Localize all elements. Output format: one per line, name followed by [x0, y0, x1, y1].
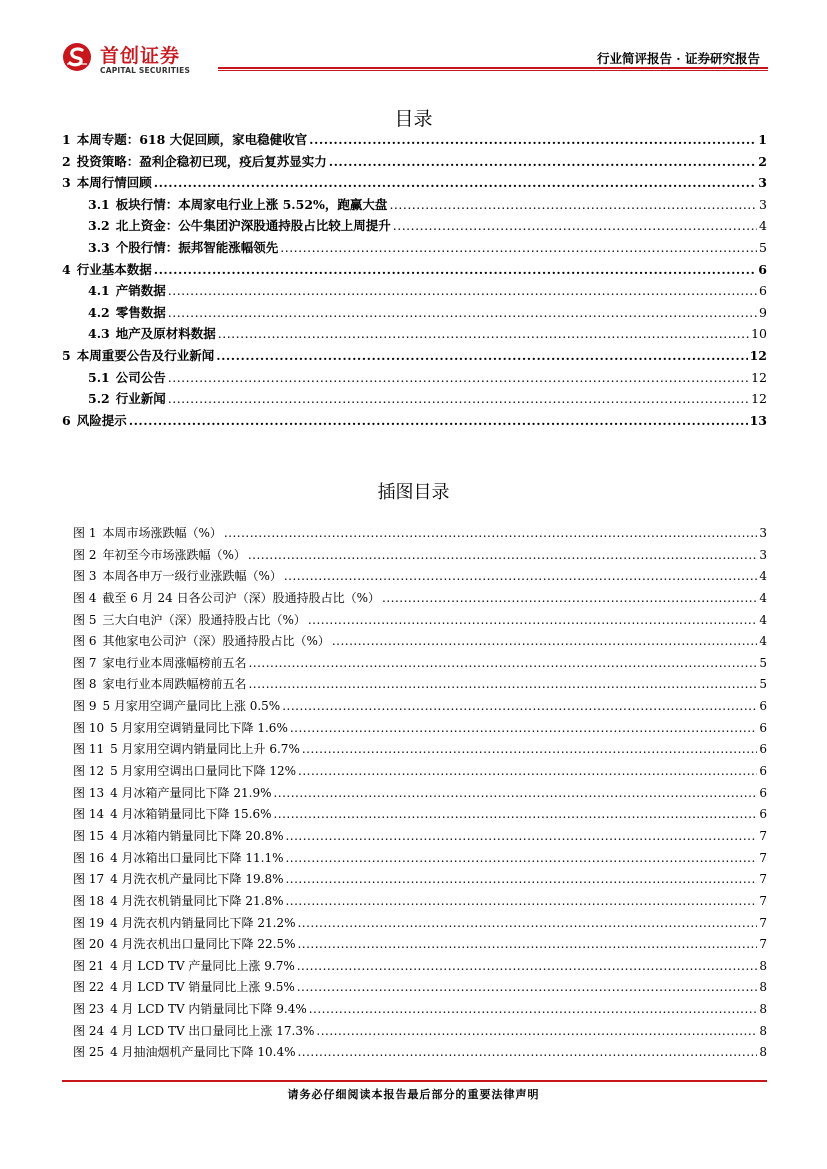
figure-entry[interactable]: [73, 848, 767, 870]
figure-entry-page: 4: [759, 569, 767, 584]
toc-leader-dots: [168, 388, 749, 410]
figure-entry-title: 4 月冰箱销量同比下降 15.6%: [110, 807, 272, 822]
figure-entry[interactable]: [73, 1042, 767, 1064]
toc-entry[interactable]: [62, 172, 767, 194]
figure-leader-dots: [224, 523, 758, 545]
toc-entry-number: 4.2: [88, 304, 110, 320]
toc-entry-number: 3.3: [88, 239, 110, 255]
figure-entry-label: 图 5: [73, 612, 97, 627]
page-header: [0, 0, 827, 80]
figure-entry[interactable]: [73, 869, 767, 891]
toc-entry-title: 板块行情：本周家电行业上涨 5.52%，跑赢大盘: [115, 196, 388, 212]
toc-leader-dots: [168, 302, 757, 324]
toc-entry[interactable]: [62, 302, 767, 324]
toc-entry-title: 零售数据: [115, 304, 166, 320]
figure-entry-page: 7: [759, 915, 767, 930]
figure-entry-label: 图 23: [73, 1002, 105, 1017]
toc-entry-number: 1: [62, 132, 71, 147]
figure-entry-page: 3: [759, 547, 767, 562]
figure-entry-title: 本周市场涨跌幅（%）: [102, 526, 222, 540]
figure-entry-title: 4 月冰箱产量同比下降 21.9%: [110, 785, 272, 800]
toc-leader-dots: [154, 259, 757, 281]
figure-entry[interactable]: [73, 977, 767, 999]
toc-leader-dots: [389, 194, 757, 216]
toc-entry[interactable]: [62, 129, 767, 151]
figure-entry[interactable]: [73, 934, 767, 956]
toc-entry-page: 12: [749, 347, 767, 363]
toc-leader-dots: [393, 215, 757, 237]
figure-entry-title: 家电行业本周跌幅榜前五名: [102, 677, 247, 692]
toc-entry[interactable]: [62, 151, 767, 173]
figure-entry-title: 三大白电沪（深）股通持股占比（%）: [102, 612, 306, 627]
toc-leader-dots: [168, 367, 749, 389]
figure-leader-dots: [297, 977, 758, 999]
figure-entry-label: 图 3: [73, 569, 97, 584]
figure-entry-label: 图 19: [73, 915, 105, 930]
toc-leader-dots: [309, 129, 756, 151]
figure-entry-page: 4: [759, 634, 767, 649]
figure-leader-dots: [285, 826, 757, 848]
toc-entry[interactable]: [62, 215, 767, 237]
figure-list: [73, 523, 767, 1064]
figure-leader-dots: [273, 783, 757, 805]
toc-entry-page: 9: [759, 304, 767, 320]
figure-entry-page: 8: [759, 980, 767, 995]
toc-entry-title: 投资策略：盈利企稳初已现，疫后复苏显实力: [76, 153, 327, 169]
figure-entry-page: 6: [759, 785, 767, 800]
figure-entry-title: 5 月家用空调产量同比上涨 0.5%: [102, 699, 281, 714]
figure-entry-title: 4 月抽油烟机产量同比下降 10.4%: [110, 1045, 296, 1060]
toc-entry-page: 3: [759, 196, 767, 212]
figure-entry-title: 4 月 LCD TV 出口量同比上涨 17.3%: [110, 1023, 315, 1038]
toc-entry[interactable]: [62, 345, 767, 367]
figure-entry-label: 图 16: [73, 850, 105, 865]
figure-leader-dots: [298, 761, 757, 783]
toc-leader-dots: [218, 323, 749, 345]
figure-entry[interactable]: [73, 804, 767, 826]
toc-entry-title: 产销数据: [115, 283, 166, 299]
figure-entry-title: 5 月家用空调出口量同比下降 12%: [110, 764, 297, 779]
figure-entry-page: 6: [759, 807, 767, 822]
toc-entry-title: 行业基本数据: [76, 261, 152, 277]
figure-entry[interactable]: [73, 783, 767, 805]
toc-title: 目录: [394, 108, 433, 130]
figure-entry-title: 4 月洗衣机产量同比下降 19.8%: [110, 872, 284, 887]
figure-leader-dots: [248, 653, 757, 675]
toc-entry-number: 2: [62, 153, 71, 169]
figure-entry-title: 4 月冰箱出口量同比下降 11.1%: [110, 850, 284, 865]
toc-leader-dots: [168, 280, 757, 302]
figure-entry-title: 4 月冰箱内销量同比下降 20.8%: [110, 828, 284, 843]
toc-entry[interactable]: [62, 323, 767, 345]
figure-entry-page: 5: [759, 677, 767, 692]
figure-entry-page: 7: [759, 828, 767, 843]
figure-entry-page: 8: [759, 1002, 767, 1017]
figure-entry-label: 图 12: [73, 764, 105, 779]
figure-entry-title: 本周各申万一级行业涨跌幅（%）: [102, 569, 282, 584]
figure-leader-dots: [297, 913, 757, 935]
toc-entry[interactable]: [62, 194, 767, 216]
figure-entry[interactable]: [73, 718, 767, 740]
figure-entry-label: 图 24: [73, 1023, 105, 1038]
figure-entry-title: 4 月洗衣机内销量同比下降 21.2%: [110, 915, 296, 930]
figure-leader-dots: [302, 739, 758, 761]
figure-entry[interactable]: [73, 523, 767, 545]
figure-entry-label: 图 8: [73, 677, 97, 692]
figure-leader-dots: [297, 956, 758, 978]
report-type-label: 行业简评报告 · 证券研究报告: [596, 51, 760, 66]
toc-entry-number: 5.1: [88, 369, 110, 385]
toc-entry-page: 13: [749, 412, 767, 428]
figure-entry-title: 4 月洗衣机销量同比下降 21.8%: [110, 893, 284, 908]
figure-entry-page: 4: [759, 590, 767, 605]
toc-entry[interactable]: [62, 410, 767, 432]
toc-entry-page: 1: [758, 132, 767, 147]
figure-entry[interactable]: [73, 1021, 767, 1043]
figure-entry-label: 图 18: [73, 893, 105, 908]
figure-entry-label: 图 9: [73, 699, 97, 714]
figure-leader-dots: [332, 631, 758, 653]
figure-entry-title: 4 月 LCD TV 内销量同比下降 9.4%: [110, 1002, 307, 1017]
figure-leader-dots: [248, 545, 758, 567]
toc-entry[interactable]: [62, 237, 767, 259]
figure-leader-dots: [285, 869, 757, 891]
figure-leader-dots: [308, 610, 758, 632]
figure-entry-label: 图 2: [73, 547, 97, 562]
figure-entry-title: 4 月 LCD TV 销量同比上涨 9.5%: [110, 980, 295, 995]
figure-entry-title: 5 月家用空调内销量同比上升 6.7%: [110, 742, 300, 757]
figure-entry-label: 图 14: [73, 807, 105, 822]
toc-entry-number: 5.2: [88, 391, 110, 407]
header-divider: [218, 67, 768, 69]
figure-entry-title: 5 月家用空调销量同比下降 1.6%: [110, 720, 288, 735]
figure-entry-page: 5: [759, 655, 767, 670]
footer-disclaimer: 请务必仔细阅读本报告最后部分的重要法律声明: [287, 1088, 540, 1101]
figure-list-title: 插图目录: [377, 482, 450, 503]
figure-leader-dots: [248, 674, 757, 696]
figure-leader-dots: [382, 588, 757, 610]
figure-entry-page: 7: [759, 937, 767, 952]
toc-entry-page: 12: [751, 391, 767, 407]
figure-leader-dots: [282, 696, 757, 718]
figure-entry[interactable]: [73, 999, 767, 1021]
toc-entry-page: 12: [751, 369, 767, 385]
capital-securities-logo-icon: [62, 42, 92, 72]
figure-entry[interactable]: [73, 696, 767, 718]
toc-entry[interactable]: [62, 388, 767, 410]
toc-entry-title: 本周行情回顾: [76, 175, 152, 191]
figure-entry-title: 年初至今市场涨跌幅（%）: [102, 547, 246, 562]
toc-entry-page: 2: [758, 153, 767, 169]
toc-entry-title: 本周重要公告及行业新闻: [76, 347, 215, 363]
toc-leader-dots: [154, 172, 757, 194]
toc-entry[interactable]: [62, 367, 767, 389]
figure-entry-page: 7: [759, 893, 767, 908]
toc-entry-page: 4: [759, 218, 767, 234]
figure-entry-label: 图 11: [73, 742, 105, 757]
toc-entry-page: 6: [758, 261, 767, 277]
toc-entry-page: 10: [751, 326, 767, 342]
figure-entry[interactable]: [73, 631, 767, 653]
figure-entry-page: 7: [759, 850, 767, 865]
figure-entry-page: 6: [759, 699, 767, 714]
toc-leader-dots: [329, 151, 757, 173]
figure-leader-dots: [285, 848, 757, 870]
figure-entry-page: 7: [759, 872, 767, 887]
figure-entry-label: 图 7: [73, 655, 97, 670]
figure-entry[interactable]: [73, 956, 767, 978]
figure-entry[interactable]: [73, 761, 767, 783]
figure-leader-dots: [273, 804, 757, 826]
figure-leader-dots: [284, 566, 758, 588]
figure-leader-dots: [290, 718, 758, 740]
figure-entry[interactable]: [73, 566, 767, 588]
figure-entry-label: 图 25: [73, 1045, 105, 1060]
figure-entry-label: 图 4: [73, 590, 97, 605]
toc-entry-page: 6: [759, 283, 767, 299]
toc-entry-page: 3: [758, 175, 767, 191]
figure-entry-page: 3: [759, 526, 767, 540]
figure-entry-label: 图 15: [73, 828, 105, 843]
figure-entry-label: 图 20: [73, 937, 105, 952]
figure-entry-title: 家电行业本周涨幅榜前五名: [102, 655, 247, 670]
toc-entry-title: 风险提示: [76, 412, 127, 428]
figure-leader-dots: [297, 934, 757, 956]
figure-entry-label: 图 1: [73, 526, 97, 540]
toc-entry-page: 5: [759, 239, 767, 255]
figure-entry[interactable]: [73, 826, 767, 848]
figure-entry[interactable]: [73, 588, 767, 610]
figure-entry-label: 图 13: [73, 785, 105, 800]
figure-entry[interactable]: [73, 891, 767, 913]
toc-entry-title: 行业新闻: [115, 391, 166, 407]
toc-entry-title: 个股行情：振邦智能涨幅领先: [115, 239, 279, 255]
figure-entry-page: 6: [759, 720, 767, 735]
figure-entry-title: 4 月 LCD TV 产量同比上涨 9.7%: [110, 958, 295, 973]
toc-entry[interactable]: [62, 280, 767, 302]
table-of-contents: [62, 129, 767, 431]
toc-entry-number: 3.1: [88, 196, 110, 212]
figure-entry-title: 其他家电公司沪（深）股通持股占比（%）: [102, 634, 330, 649]
figure-entry[interactable]: [73, 653, 767, 675]
toc-entry-title: 公司公告: [115, 369, 166, 385]
toc-entry-title: 地产及原材料数据: [115, 326, 216, 342]
figure-entry[interactable]: [73, 610, 767, 632]
toc-entry-number: 5: [62, 347, 71, 363]
figure-entry-label: 图 21: [73, 958, 105, 973]
toc-entry-number: 4.1: [88, 283, 110, 299]
figure-entry[interactable]: [73, 913, 767, 935]
logo-text-cn: 首创证券: [100, 45, 181, 67]
logo-text-en: CAPITAL SECURITIES: [100, 66, 191, 75]
figure-entry-label: 图 10: [73, 720, 105, 735]
toc-entry-number: 4: [62, 261, 71, 277]
figure-entry-page: 8: [759, 1045, 767, 1060]
toc-entry-title: 北上资金：公牛集团沪深股通持股占比较上周提升: [115, 218, 391, 234]
figure-entry-title: 截至 6 月 24 日各公司沪（深）股通持股占比（%）: [102, 590, 381, 605]
figure-entry-label: 图 22: [73, 980, 105, 995]
figure-entry[interactable]: [73, 739, 767, 761]
toc-leader-dots: [129, 410, 748, 432]
figure-entry[interactable]: [73, 674, 767, 696]
figure-leader-dots: [297, 1042, 757, 1064]
figure-entry-page: 6: [759, 764, 767, 779]
toc-entry-number: 6: [62, 412, 71, 428]
figure-entry[interactable]: [73, 545, 767, 567]
toc-entry-title: 本周专题：618 大促回顾，家电稳健收官: [76, 132, 308, 147]
toc-entry[interactable]: [62, 259, 767, 281]
figure-entry-page: 4: [759, 612, 767, 627]
figure-entry-title: 4 月洗衣机出口量同比下降 22.5%: [110, 937, 296, 952]
toc-leader-dots: [216, 345, 747, 367]
toc-entry-number: 3: [62, 175, 71, 191]
toc-entry-number: 3.2: [88, 218, 110, 234]
figure-leader-dots: [309, 999, 758, 1021]
figure-leader-dots: [316, 1021, 757, 1043]
header-divider-thin: [218, 70, 768, 71]
footer-divider: [62, 1080, 767, 1082]
figure-entry-label: 图 6: [73, 634, 97, 649]
toc-entry-number: 4.3: [88, 326, 110, 342]
figure-entry-label: 图 17: [73, 872, 105, 887]
figure-leader-dots: [285, 891, 757, 913]
figure-entry-page: 8: [759, 1023, 767, 1038]
toc-leader-dots: [280, 237, 757, 259]
figure-entry-page: 6: [759, 742, 767, 757]
figure-entry-page: 8: [759, 958, 767, 973]
